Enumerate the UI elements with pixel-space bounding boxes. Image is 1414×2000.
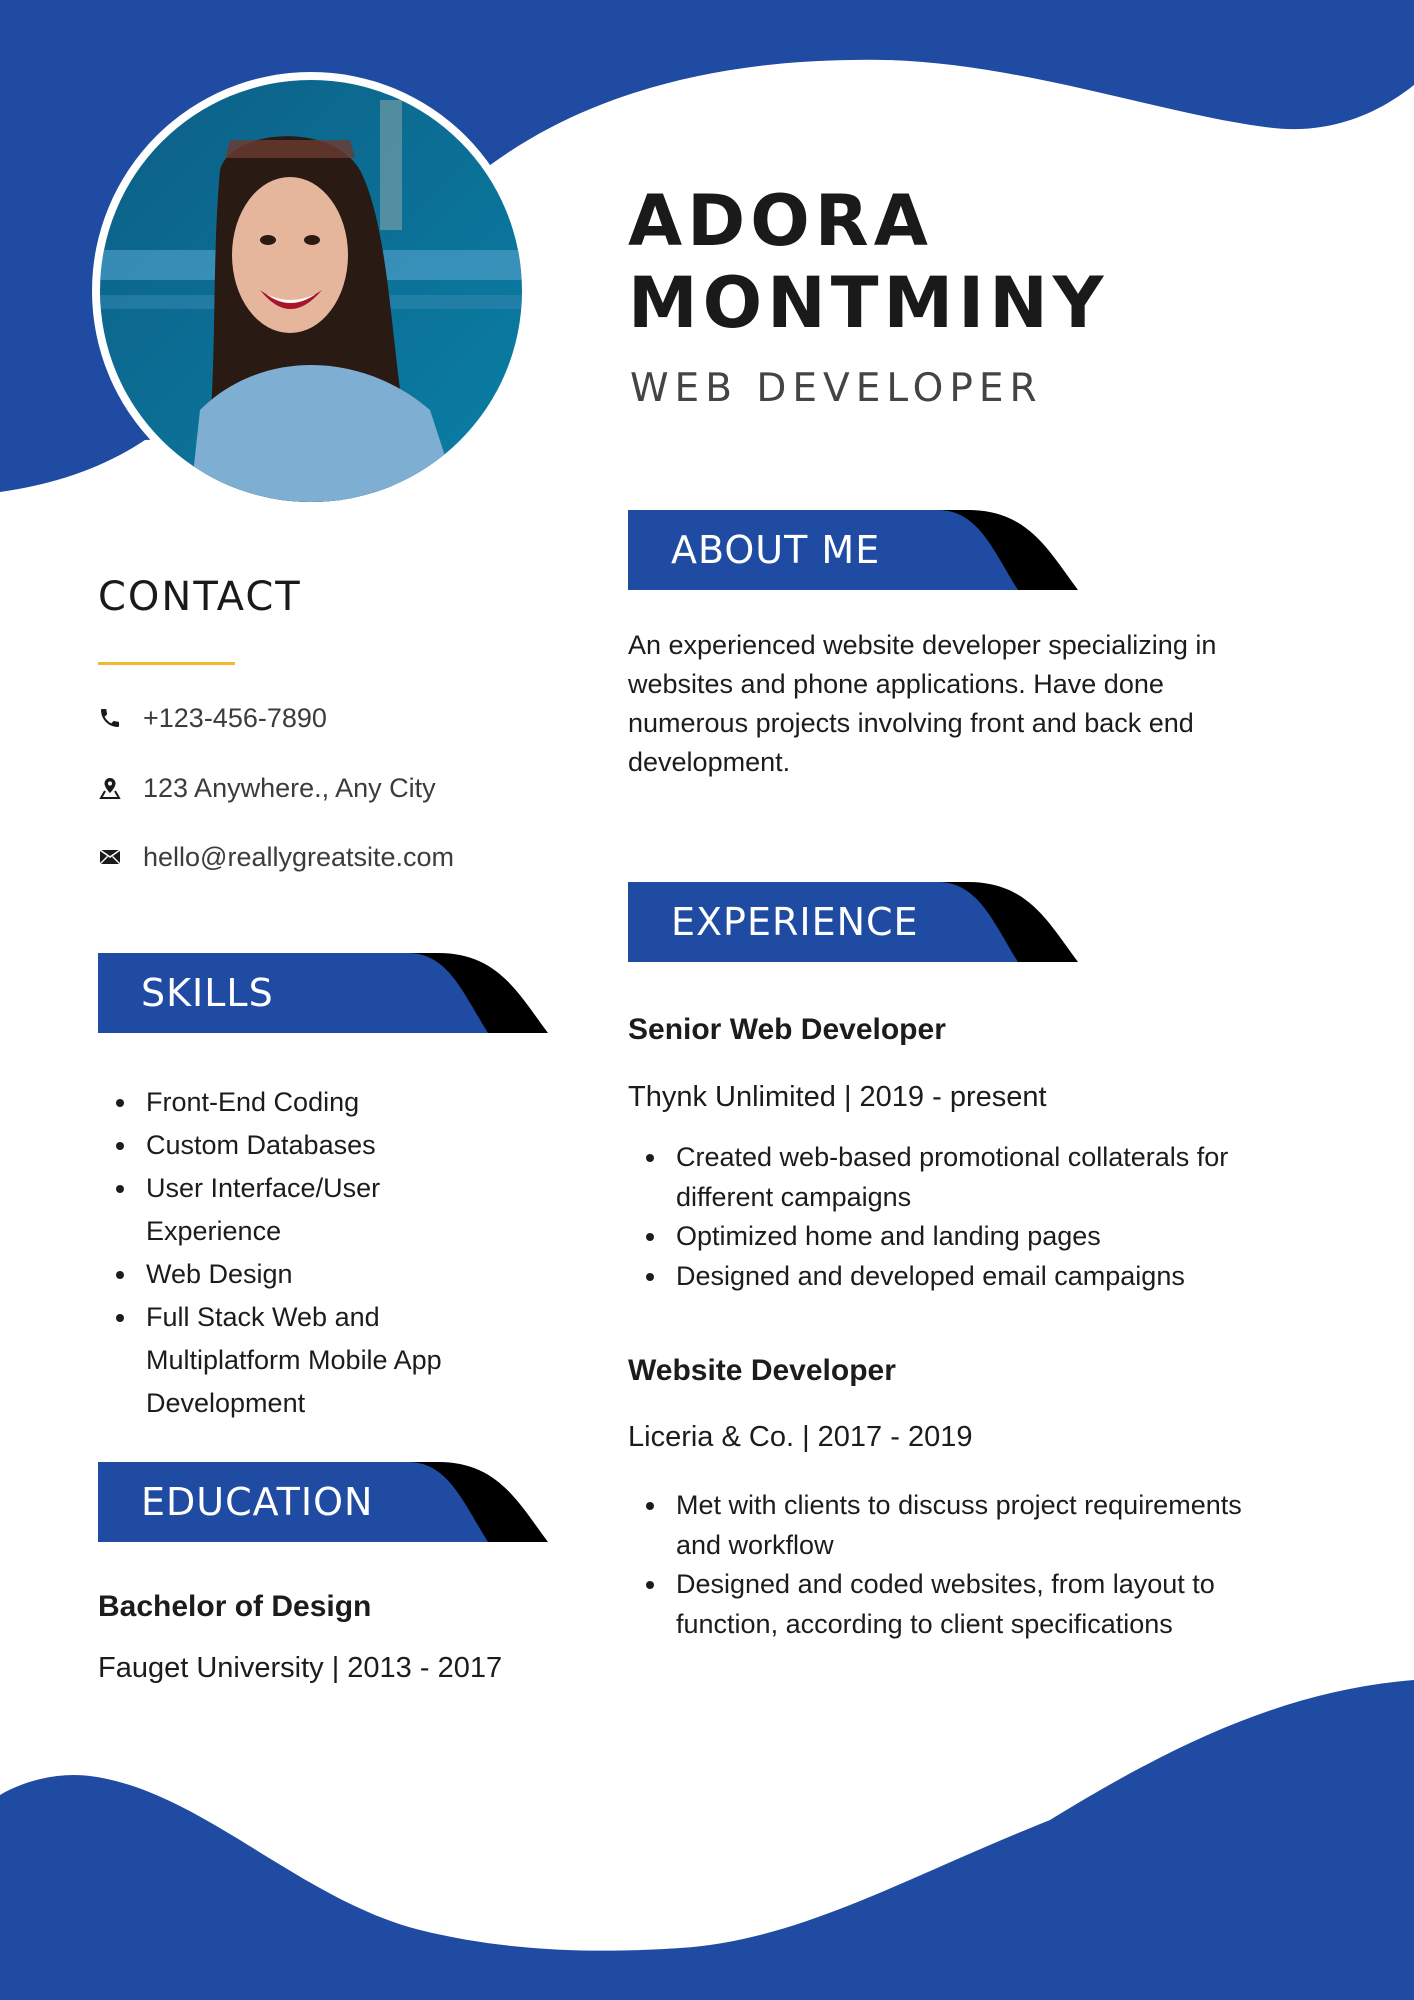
job-title: Website Developer — [628, 1354, 896, 1387]
job-company-dates: Thynk Unlimited | 2019 - present — [628, 1081, 1047, 1113]
profile-photo-frame — [92, 72, 530, 510]
envelope-icon — [98, 845, 122, 869]
map-pin-icon — [98, 776, 122, 800]
skill-item: User Interface/User Experience — [98, 1167, 518, 1253]
address-text: 123 Anywhere., Any City — [143, 772, 436, 803]
job-title: Senior Web Developer — [628, 1013, 946, 1046]
contact-address — [98, 768, 436, 808]
skills-list — [98, 1081, 518, 1425]
bottom-wave-shape — [0, 1680, 1414, 2000]
job-bullet: Designed and coded websites, from layout to function, according to client specifications — [628, 1565, 1288, 1644]
job-bullet: Designed and developed email campaigns — [628, 1257, 1288, 1297]
job-company-dates: Liceria & Co. | 2017 - 2019 — [628, 1421, 973, 1453]
portrait-image — [100, 80, 522, 502]
email-address: hello@reallygreatsite.com — [143, 841, 455, 872]
skill-item: Full Stack Web and Multiplatform Mobile App Development — [98, 1296, 518, 1425]
contact-divider — [98, 662, 235, 665]
job-bullets — [628, 1486, 1288, 1644]
education-heading: EDUCATION — [141, 1480, 374, 1524]
profile-photo — [100, 80, 522, 502]
skill-item: Custom Databases — [98, 1124, 518, 1167]
skill-item: Front-End Coding — [98, 1081, 518, 1124]
about-heading: ABOUT ME — [671, 528, 881, 572]
phone-number: +123-456-7890 — [143, 702, 327, 733]
education-institution: Fauget University | 2013 - 2017 — [98, 1652, 503, 1684]
contact-heading: CONTACT — [98, 574, 302, 620]
last-name: MONTMINY — [628, 262, 1109, 344]
experience-heading: EXPERIENCE — [671, 900, 919, 944]
job-bullet: Met with clients to discuss project requirements and workflow — [628, 1486, 1288, 1565]
about-text: An experienced website developer specializing in websites and phone applications. Have done numerous projects involving front and back end development. — [628, 630, 1217, 777]
first-name: ADORA — [628, 180, 933, 262]
job-role: WEB DEVELOPER — [630, 366, 1043, 411]
about-heading-banner — [628, 510, 1078, 590]
education-heading-banner — [98, 1462, 548, 1542]
candidate-name — [628, 180, 1108, 344]
education-degree: Bachelor of Design — [98, 1590, 372, 1623]
contact-email — [98, 837, 454, 877]
job-bullets — [628, 1138, 1288, 1296]
skills-heading: SKILLS — [141, 971, 274, 1015]
skills-heading-banner — [98, 953, 548, 1033]
phone-icon — [98, 706, 122, 730]
job-bullet: Optimized home and landing pages — [628, 1217, 1288, 1257]
skill-item: Web Design — [98, 1253, 518, 1296]
contact-phone — [98, 698, 327, 738]
experience-heading-banner — [628, 882, 1078, 962]
job-bullet: Created web-based promotional collaterals for different campaigns — [628, 1138, 1288, 1217]
